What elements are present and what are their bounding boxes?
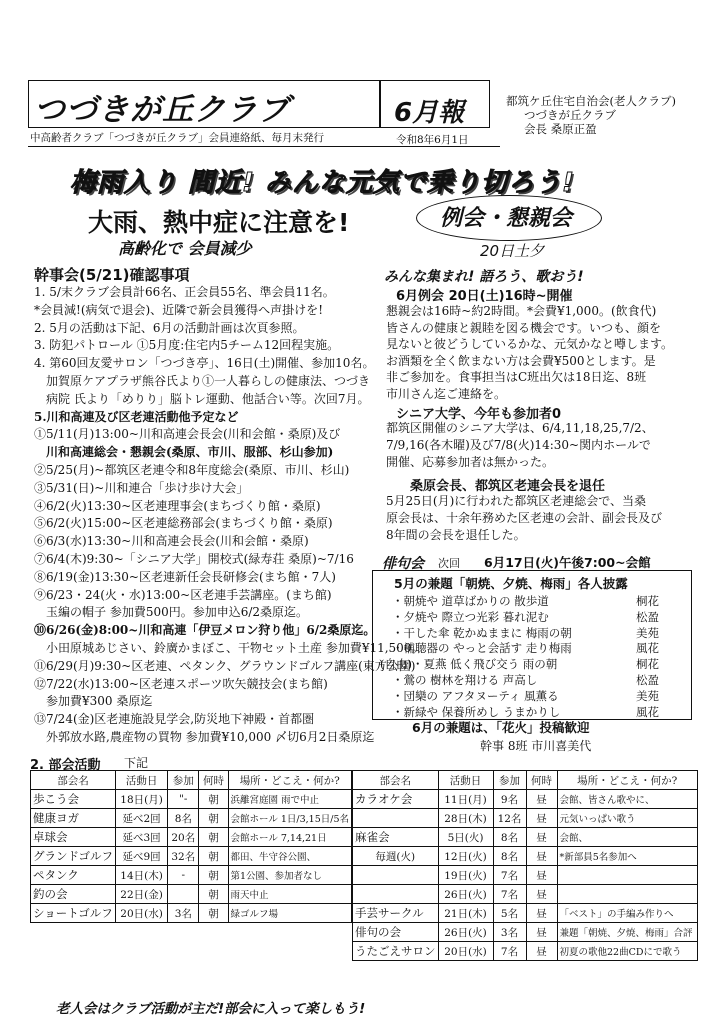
text-line: 川和高連総会・懇親会(桑原、市川、服部、杉山参加) [46,445,334,460]
haiku-text: (自由)・夏燕 低く飛び交う 雨の朝 [380,657,558,672]
table-row [31,866,352,885]
text-line: ⑨6/23・24(火・水)13:00~区老連手芸講座。(まち館) [34,587,332,602]
cell-num: 8名 [493,847,526,866]
cell-name [353,866,439,885]
table-row [353,828,698,847]
haiku-author: 美苑 [636,625,659,640]
org-block [506,94,676,136]
text-line: 小田原城あじさい、鈴廣かまぼこ、干物セット土産 参加費¥11,500。 [46,641,424,655]
text-line: ②5/25(月)~都筑区老連令和8年度総会(桑原、市川、杉山) [34,463,350,477]
text-line: お酒類を全く飲まない方は会費¥500とします。是 [386,353,656,368]
cell-time: 朝 [199,809,228,828]
cell-num: 20名 [168,828,199,847]
text-line: 加賀原ケアプラザ熊谷氏より①一人暮らしの健康法、つづき [46,374,371,388]
org-line: 都筑ケ丘住宅自治会(老人クラブ) [506,94,676,108]
text-line: ③5/31(日)~川和連合「歩け歩け大会」 [34,480,249,495]
haiku-text: ・夕焼や 際立つ光彩 暮れ泥む [392,609,549,624]
cell-num [168,885,199,904]
table-header-row [31,771,352,790]
haiku-author: 風花 [636,704,659,719]
table-row [353,942,698,961]
cell-name: グランドゴルフ [31,847,116,866]
cell-note: 雨天中止 [228,885,351,904]
cell-name: 健康ヨガ [31,809,116,828]
cell-day: 20日(水) [438,942,493,961]
text-line: 5月25日(月)に行われた都筑区老連総会で、当桑 [386,494,647,508]
org-line: 会長 桑原正盈 [524,122,597,136]
cell-time: 朝 [199,790,228,809]
text-line: 病院 氏より「めりり」脳トレ運動、他話合い等。次回7月。 [46,391,370,406]
haiku-text: ・団欒の アフタヌーティ 風薫る [392,688,559,703]
cell-num: 8名 [168,809,199,828]
text-line: ⑧6/19(金)13:30~区老連新任会長研修会(まち館・7人) [34,569,336,584]
text-line: ⑪6/29(月)9:30~区老連、ペタンク、グラウンドゴルフ講座(東方公園) [34,658,416,673]
cell-note: 緑ゴルフ場 [228,904,351,923]
sub-headline: 高齢化で 会員減少 [118,239,252,258]
cell-name: 麻雀会 [353,828,439,847]
activities-table-left [30,770,352,923]
cell-time: 昼 [526,866,557,885]
text-line: *会員減!(病気で退会)、近隣で新会員獲得へ声掛けを! [34,302,324,317]
issue-month: 6月報 [394,98,465,128]
cell-time: 朝 [199,866,228,885]
cell-name: ペタンク [31,866,116,885]
cell-name: 歩こう会 [31,790,116,809]
cell-note: 浜離宮庭園 雨で中止 [228,790,351,809]
cell-note: 会館、 [557,828,698,847]
table-row [31,828,352,847]
haiku-text: ・朝焼や 道草ばかりの 散歩道 [392,594,549,608]
org-line: つづきが丘クラブ [524,108,616,122]
cell-day: 20日(水) [116,904,168,923]
cell-num: 8名 [493,828,526,847]
cell-time: 朝 [199,885,228,904]
text-line: ⑤6/2(火)15:00~区老連総務部会(まちづくり館・桑原) [34,516,333,531]
cell-day: 18日(月) [116,790,168,809]
table-row [31,847,352,866]
event-call: みんな集まれ! 語ろう、歌おう! [384,269,584,285]
table-row [353,790,698,809]
text-line: 懇親会は16時~約2時間。*会費¥1,000。(飲食代) [386,304,657,318]
cell-name [353,809,439,828]
text-line: 非ご参加を。食事担当はC班出欠は18日迄、8班 [386,370,647,384]
cell-day: 14日(木) [116,866,168,885]
cell-num: 9名 [493,790,526,809]
left-heading: 幹事会(5/21)確認事項 [34,266,190,284]
text-line: ⑬7/24(金)区老連施設見学会,防災地下神殿・首都圏 [34,712,315,727]
cell-day: 28日(木) [438,809,493,828]
haiku-contact: 幹事 8班 市川喜美代 [480,739,592,753]
cell-name [353,885,439,904]
text-line: 3. 防犯パトロール ①5月度:住宅内5チーム12回程実施。 [34,338,340,353]
col-header: 場所・どこえ・何か? [557,771,698,790]
cell-day: 延べ3回 [116,828,168,847]
cell-day: 5日(火) [438,828,493,847]
cell-day: 26日(火) [438,885,493,904]
text-line: 都筑区開催のシニア大学は、6/4,11,18,25,7/2、 [386,421,654,435]
col-header: 何時 [526,771,557,790]
col-header: 参加 [493,771,526,790]
senior-heading: シニア大学、今年も参加者0 [396,407,562,422]
cell-day: 21日(木) [438,904,493,923]
text-line: ⑦6/4(木)9:30~「シニア大学」開校式(緑寿荘 桑原)~7/16 [34,552,354,566]
cell-day: 19日(火) [438,866,493,885]
cell-time: 昼 [526,942,557,961]
table-header-row [353,771,698,790]
cell-name: 俳句の会 [353,923,439,942]
text-line: 8年間の会長を退任した。 [386,528,526,542]
haiku-author: 桐花 [636,594,659,608]
text-line: 5.川和高連及び区老連活動他予定など [34,409,239,424]
issue-date: 令和8年6月1日 [396,134,469,146]
cell-note: 会館ホール 7,14,21日 [228,828,351,847]
text-line: 2. 5月の活動は下記、6月の活動計画は次頁参照。 [34,320,305,335]
table-row [31,809,352,828]
text-line: ⑥6/3(水)13:30~川和高連会長会(川和会館・桑原) [34,534,309,549]
cell-note: *新部員5名参加へ [557,847,698,866]
cell-name: 手芸サークル [353,904,439,923]
text-line: 4. 第60回友愛サロン「つづき亭」、16日(土)開催、参加10名。 [34,356,375,371]
haiku-topic: 5月の兼題「朝焼、夕焼、梅雨」各人披露 [394,576,628,591]
haiku-author: 桐花 [636,657,659,672]
cell-day: 延べ2回 [116,809,168,828]
cell-num: 5名 [493,904,526,923]
col-header: 部会名 [31,771,116,790]
newsletter-subtitle: 中高齢者クラブ「つづきが丘クラブ」会員連絡紙、毎月末発行 [30,132,324,144]
table-row [353,866,698,885]
col-header: 参加 [168,771,199,790]
cell-time: 昼 [526,828,557,847]
cell-name: ショートゴルフ [31,904,116,923]
cell-time: 朝 [199,847,228,866]
text-line: ⑫7/22(水)13:00~区老連スポーツ吹矢競技会(まち館) [34,676,328,691]
cell-num: 7名 [493,942,526,961]
activities-heading: 2. 部会活動 [30,758,101,773]
col-header: 活動日 [116,771,168,790]
cell-note: 会館ホール 1日/3,15日/5名 [228,809,351,828]
cell-day: 延べ9回 [116,847,168,866]
text-line: ⑩6/26(金)8:00~川和高連「伊豆メロン狩り他」6/2桑原迄。 [34,623,376,638]
table-row [31,790,352,809]
event-heading: 6月例会 20日(土)16時~開催 [396,289,573,304]
cell-num: 3名 [168,904,199,923]
cell-note: 兼題「朝焼、夕焼、梅雨」合評 [557,923,698,942]
cell-day: 11日(月) [438,790,493,809]
haiku-date: 6月17日(火)午後7:00~会館 [484,555,651,570]
cell-num: 12名 [493,809,526,828]
haiku-heading: 俳句会 [382,556,424,572]
cell-num: 32名 [168,847,199,866]
cell-note [557,866,698,885]
col-header: 部会名 [353,771,439,790]
haiku-author: 松盈 [636,673,659,687]
haiku-next-label: 次回 [438,557,460,570]
cell-name: うたごえサロン [353,942,439,961]
cell-note [557,885,698,904]
haiku-author: 松盈 [636,609,659,624]
col-header: 何時 [199,771,228,790]
text-line: 皆さんの健康と親睦を図る機会です。いつも、顔を [386,320,662,335]
table-row [31,904,352,923]
cell-name: 毎週(火) [353,847,439,866]
slogan: 梅雨入り 間近! みんな元気で乗り切ろう! [70,168,575,198]
text-line: ④6/2(火)13:30~区老連理事会(まちづくり館・桑原) [34,498,321,513]
cell-time: 朝 [199,904,228,923]
table-row [353,809,698,828]
text-line: 原会長は、十余年務めた区老連の会計、副会長及び [386,511,663,525]
cell-day: 26日(火) [438,923,493,942]
cell-time: 昼 [526,790,557,809]
cell-num: - [168,866,199,885]
retire-heading: 桑原会長、都筑区老連会長を退任 [410,479,606,494]
table-row [353,885,698,904]
cell-name: 卓球会 [31,828,116,847]
event-date: 20日土夕 [480,242,545,260]
cell-num: 7名 [493,885,526,904]
cell-day: 22日(金) [116,885,168,904]
table-row [353,904,698,923]
text-line: 玉編の帽子 参加費500円。参加申込6/2桑原迄。 [46,605,309,620]
text-line: 外郭放水路,農産物の買物 参加費¥10,000 〆切6月2日桑原迄 [46,730,375,744]
haiku-text: ・鶯の 樹林を翔ける 声高し [392,673,538,687]
event-title: 例会・懇親会 [440,206,573,231]
col-header: 場所・どこえ・何か? [228,771,351,790]
haiku-next-topic: 6月の兼題は、「花火」投稿歓迎 [412,720,590,735]
cell-note: 会館、皆さん歌やに、 [557,790,698,809]
cell-time: 昼 [526,809,557,828]
cell-note: 第1公園、参加者なし [228,866,351,885]
cell-time: 朝 [199,828,228,847]
table-row [31,885,352,904]
cell-num: 3名 [493,923,526,942]
haiku-text: ・新緑や 保養所めし うまかりし [392,704,561,719]
cell-day: 12日(火) [438,847,493,866]
activities-table-right [352,770,698,961]
cell-name: 釣の会 [31,885,116,904]
table-row [353,847,698,866]
text-line: 見ないと彼どうしているかな、元気かなと噂します。 [386,337,674,351]
newsletter-title: つづきが丘クラブ [34,92,290,128]
cell-time: 昼 [526,904,557,923]
cell-note: 「ベスト」の手編み作りへ [557,904,698,923]
cell-note: 元気いっぱい歌う [557,809,698,828]
text-line: 7/9,16(各木曜)及び7/8(火)14:30~関内ホールで [386,438,651,452]
headline: 大雨、熱中症に注意を! [88,208,350,237]
cell-name: カラオケ会 [353,790,439,809]
text-line: 開催、応募参加者は無かった。 [386,455,555,469]
cell-time: 昼 [526,885,557,904]
haiku-author: 風花 [636,641,659,656]
col-header: 活動日 [438,771,493,790]
haiku-text: ・補聴器の やっと会話す 走り梅雨 [392,641,572,656]
cell-num: 7名 [493,866,526,885]
text-line: ①5/11(月)13:00~川和高連会長会(川和会館・桑原)及び [34,427,341,442]
table-row [353,923,698,942]
footer-slogan: 老人会はクラブ活動が主だ!部会に入って楽しもう! [56,1001,366,1017]
haiku-text: ・干した傘 乾かぬままに 梅雨の朝 [392,625,572,640]
activities-heading-note: 下記 [124,756,149,770]
cell-note: 都田、牛守谷公園、 [228,847,351,866]
text-line: 参加費¥300 桑原迄 [46,694,153,709]
cell-note: 初夏の歌他22曲CDにで歌う [557,942,698,961]
cell-time: 昼 [526,923,557,942]
text-line: 市川さん迄ご連絡を。 [386,386,507,401]
text-line: 1. 5/末クラブ会員計66名、正会員55名、準会員11名。 [34,285,335,299]
cell-num: "- [168,790,199,809]
haiku-author: 美苑 [636,688,659,703]
cell-time: 昼 [526,847,557,866]
